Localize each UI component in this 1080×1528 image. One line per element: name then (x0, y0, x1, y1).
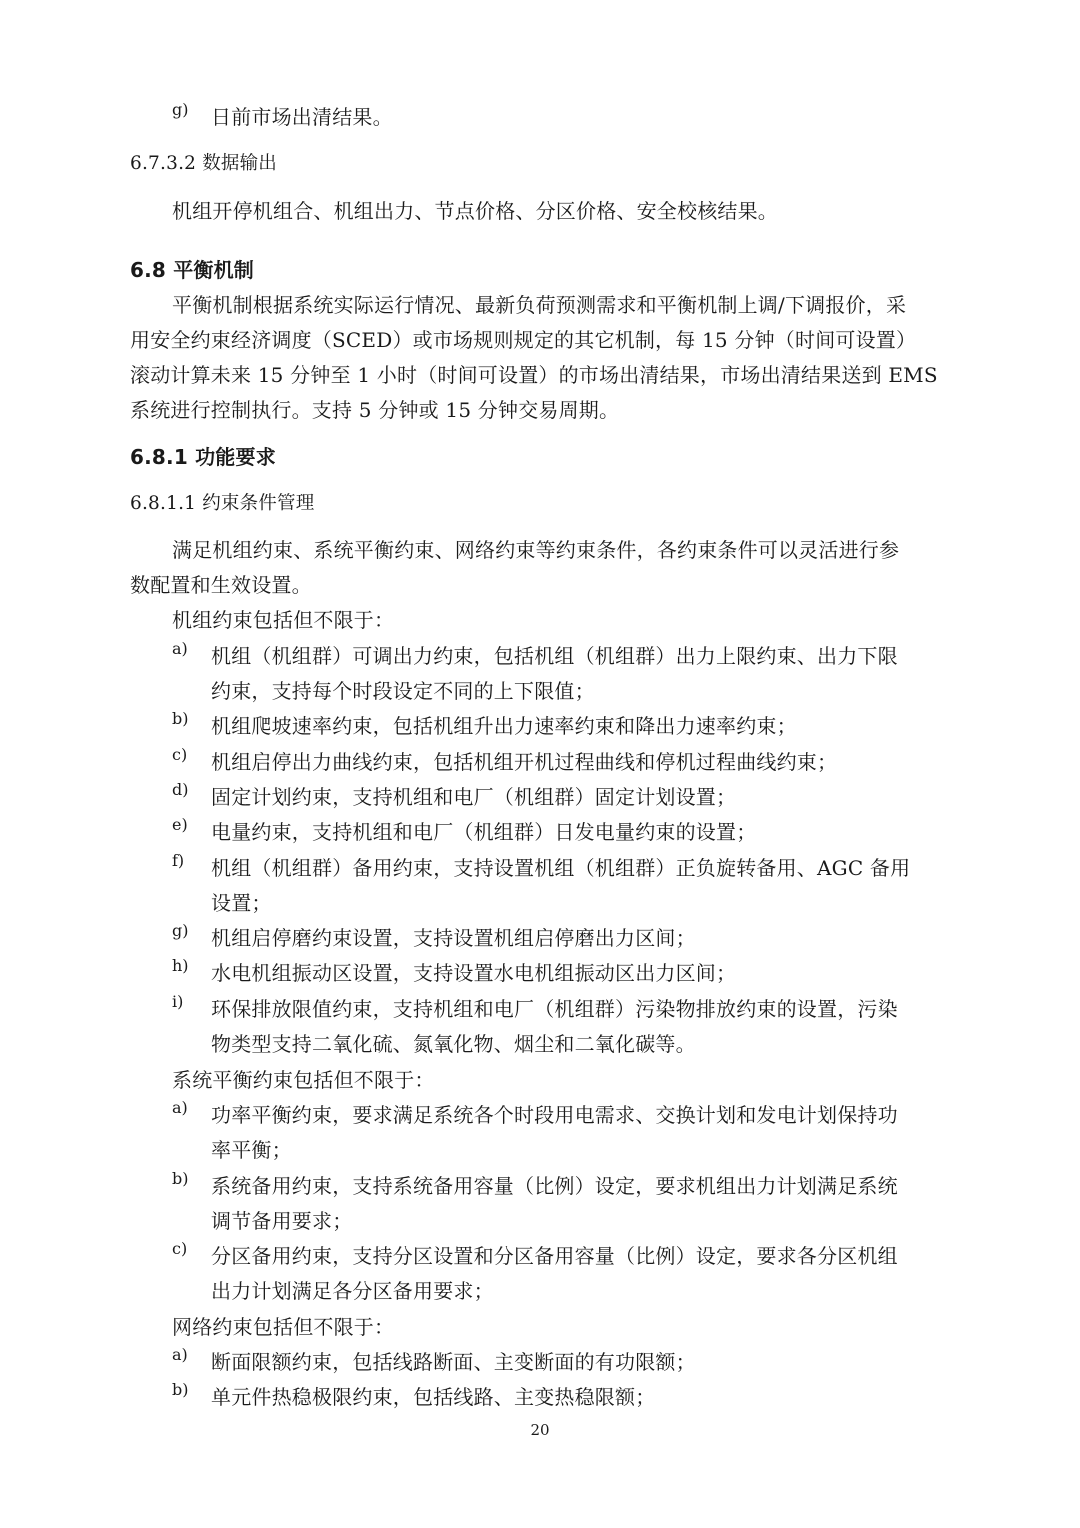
list-item-text: 机组启停出力曲线约束，包括机组开机过程曲线和停机过程曲线约束； (211, 750, 838, 774)
subsection-heading-6-7-3-2: 6.7.3.2 数据输出 (130, 153, 278, 174)
list-item-text: 机组（机组群）备用约束，支持设置机组（机组群）正负旋转备用、AGC 备用 (211, 856, 911, 880)
list-item-continuation: 出力计划满足各分区备用要求； (211, 1279, 494, 1303)
section-heading-6-8: 6.8 平衡机制 (130, 258, 254, 282)
list-item-text: 功率平衡约束，要求满足系统各个时段用电需求、交换计划和发电计划保持功 (211, 1103, 898, 1127)
list-marker: c) (172, 745, 188, 764)
list-marker: g) (172, 921, 189, 940)
paragraph-line: 用安全约束经济调度（SCED）或市场规则规定的其它机制，每 15 分钟（时间可设置） (130, 328, 917, 352)
list-marker: h) (172, 956, 189, 975)
list-marker: d) (172, 780, 189, 799)
paragraph-line: 机组开停机组合、机组出力、节点价格、分区价格、安全校核结果。 (172, 199, 778, 223)
list-marker: f) (172, 851, 185, 870)
list-item-continuation: 约束，支持每个时段设定不同的上下限值； (211, 679, 595, 703)
list-item-text: 机组爬坡速率约束，包括机组升出力速率约束和降出力速率约束； (211, 714, 797, 738)
list-item-text: 断面限额约束，包括线路断面、主变断面的有功限额； (211, 1350, 696, 1374)
list-intro: 网络约束包括但不限于： (172, 1315, 395, 1339)
list-marker: b) (172, 709, 189, 728)
list-item-continuation: 设置； (211, 891, 272, 915)
list-item-text: 日前市场出清结果。 (211, 105, 393, 129)
section-heading-6-8-1: 6.8.1 功能要求 (130, 445, 276, 469)
list-item-continuation: 物类型支持二氧化硫、氮氧化物、烟尘和二氧化碳等。 (211, 1032, 696, 1056)
list-intro: 机组约束包括但不限于： (172, 608, 395, 632)
list-marker: a) (172, 1345, 188, 1364)
paragraph-line: 滚动计算未来 15 分钟至 1 小时（时间可设置）的市场出清结果，市场出清结果送到 EMS (130, 363, 938, 387)
list-item-text: 环保排放限值约束，支持机组和电厂（机组群）污染物排放约束的设置，污染 (211, 997, 898, 1021)
list-marker: g) (172, 100, 189, 119)
paragraph-line: 满足机组约束、系统平衡约束、网络约束等约束条件，各约束条件可以灵活进行参 (172, 538, 900, 562)
list-item-continuation: 率平衡； (211, 1138, 292, 1162)
list-item-text: 固定计划约束，支持机组和电厂（机组群）固定计划设置； (211, 785, 737, 809)
list-marker: c) (172, 1239, 188, 1258)
list-marker: a) (172, 1098, 188, 1117)
paragraph-line: 平衡机制根据系统实际运行情况、最新负荷预测需求和平衡机制上调/下调报价，采 (172, 293, 907, 317)
list-item-text: 分区备用约束，支持分区设置和分区备用容量（比例）设定，要求各分区机组 (211, 1244, 898, 1268)
list-intro: 系统平衡约束包括但不限于： (172, 1068, 435, 1092)
list-marker: b) (172, 1380, 189, 1399)
list-marker: a) (172, 639, 188, 658)
paragraph-line: 系统进行控制执行。支持 5 分钟或 15 分钟交易周期。 (130, 398, 620, 422)
list-item-continuation: 调节备用要求； (211, 1209, 353, 1233)
list-item-text: 系统备用约束，支持系统备用容量（比例）设定，要求机组出力计划满足系统 (211, 1174, 898, 1198)
list-marker: i) (172, 992, 184, 1011)
list-item-text: 水电机组振动区设置，支持设置水电机组振动区出力区间； (211, 961, 737, 985)
list-marker: b) (172, 1169, 189, 1188)
list-item-text: 机组（机组群）可调出力约束，包括机组（机组群）出力上限约束、出力下限 (211, 644, 898, 668)
list-item-text: 电量约束，支持机组和电厂（机组群）日发电量约束的设置； (211, 820, 757, 844)
paragraph-line: 数配置和生效设置。 (130, 573, 312, 597)
subsection-heading-6-8-1-1: 6.8.1.1 约束条件管理 (130, 493, 315, 514)
list-item-text: 机组启停磨约束设置，支持设置机组启停磨出力区间； (211, 926, 696, 950)
page-number: 20 (530, 1421, 550, 1439)
list-marker: e) (172, 815, 188, 834)
list-item-text: 单元件热稳极限约束，包括线路、主变热稳限额； (211, 1385, 656, 1409)
